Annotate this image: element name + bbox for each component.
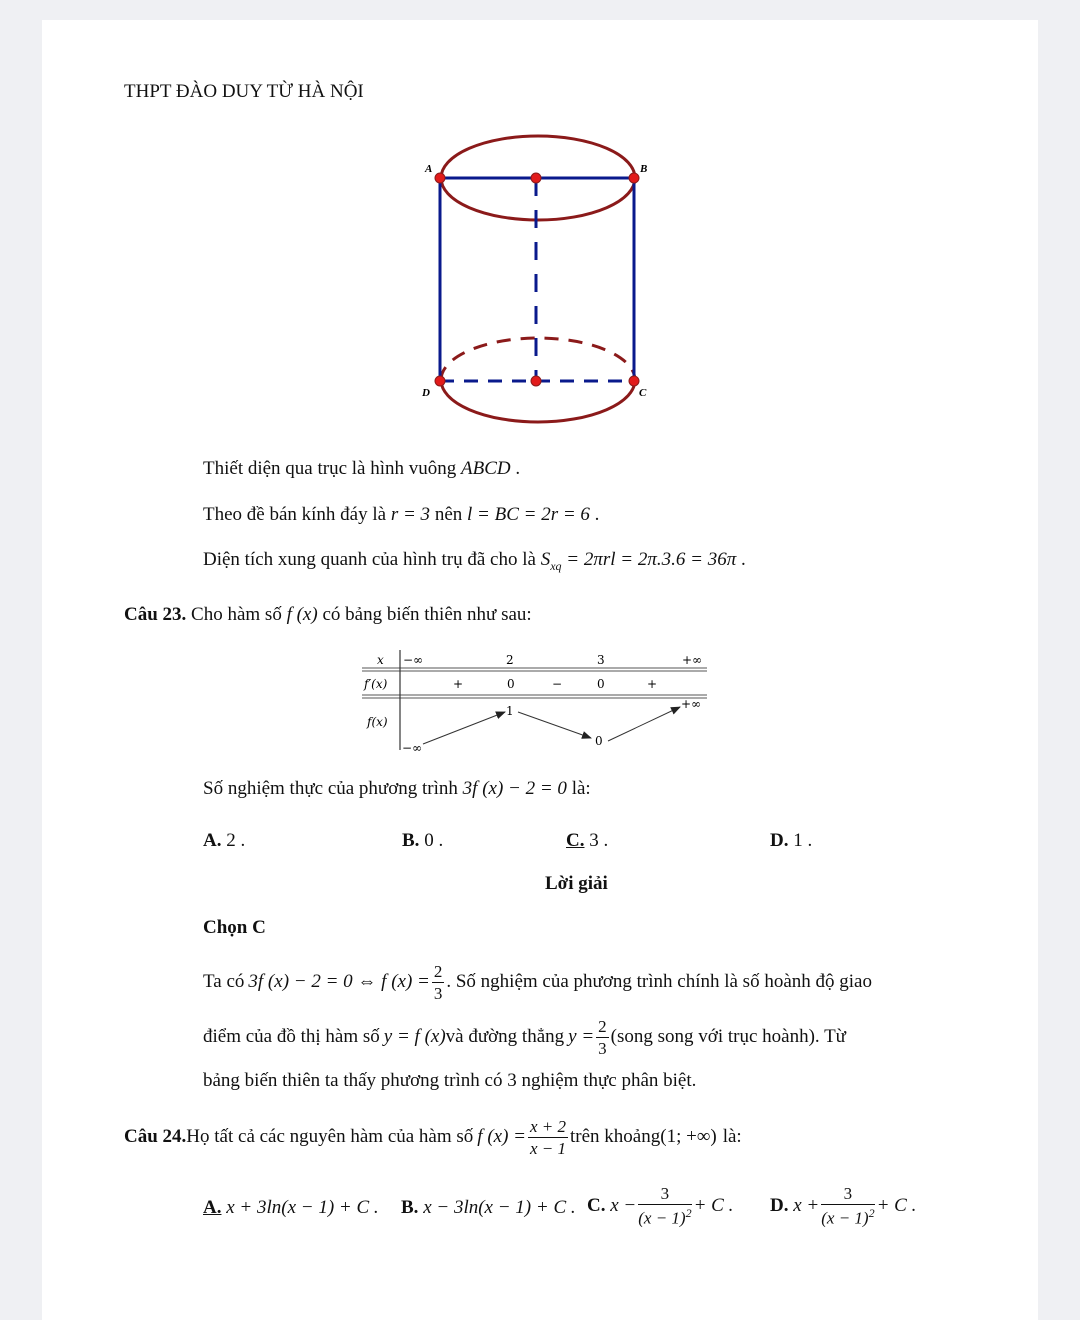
math-l: l = BC = 2r = 6 xyxy=(467,504,590,525)
fraction xyxy=(596,1018,609,1057)
row-label-fprime: f′(x) xyxy=(364,677,388,691)
option-a[interactable] xyxy=(203,829,245,853)
text: Họ tất cả các nguyên hàm của hàm số xyxy=(186,1126,474,1147)
point-d xyxy=(435,376,445,386)
fprime-sign: 0 xyxy=(507,677,515,691)
text: . Số nghiệm của phương trình chính là số hoành độ giao xyxy=(446,971,872,992)
math-area: = 2πrl = 2π.3.6 = 36π xyxy=(561,549,737,570)
solution22-line3 xyxy=(203,548,746,578)
f-value: −∞ xyxy=(402,741,423,755)
math-r: r = 3 xyxy=(390,504,431,525)
point-top-center xyxy=(531,173,541,183)
option-b[interactable] xyxy=(402,829,443,853)
math-fx: f (x) = xyxy=(477,1126,526,1147)
text: và đường thẳng xyxy=(445,1026,565,1047)
arrow-increasing xyxy=(423,712,505,744)
fraction-numerator: 3 xyxy=(638,1185,691,1205)
solution-heading: Lời giải xyxy=(545,873,608,894)
math-interval: (1; +∞) xyxy=(660,1126,717,1147)
solution-choice: Chọn C xyxy=(203,917,266,938)
fraction-numerator: x + 2 xyxy=(529,1116,567,1136)
question-label: Câu 24. xyxy=(124,1126,187,1147)
option-letter: D. xyxy=(770,830,789,851)
cylinder-figure xyxy=(410,130,670,430)
solution22-line2 xyxy=(203,503,599,527)
math-y: y = xyxy=(568,1026,595,1047)
option-value: 0 . xyxy=(424,830,444,851)
solution22-line1 xyxy=(203,457,520,481)
arrow-decreasing xyxy=(518,712,591,738)
f-value: +∞ xyxy=(681,697,702,711)
math-equation: 3f (x) − 2 = 0 xyxy=(462,778,567,799)
fraction-numerator: 2 xyxy=(433,961,443,981)
option-letter-correct: A. xyxy=(203,1197,222,1218)
option-c[interactable] xyxy=(566,829,608,853)
point-b xyxy=(629,173,639,183)
label-c: C xyxy=(639,387,647,399)
text: Cho hàm số xyxy=(186,604,287,625)
option-letter: B. xyxy=(401,1197,419,1218)
fraction xyxy=(638,1185,691,1227)
fraction-numerator: 3 xyxy=(821,1185,874,1205)
text: Diện tích xung quanh của hình trụ đã cho là xyxy=(203,549,541,570)
question-label: Câu 23. xyxy=(124,604,187,625)
math-equation: 3f (x) − 2 = 0 ⇔ f (x) = xyxy=(248,971,430,992)
math-sub-xq: xq xyxy=(550,558,562,573)
text: Theo đề bán kính đáy là xyxy=(203,504,391,525)
option-d[interactable] xyxy=(770,1180,916,1232)
text: trên khoảng xyxy=(570,1126,661,1147)
text: nên xyxy=(430,504,467,525)
option-letter: A. xyxy=(203,830,222,851)
question24-stem xyxy=(124,1113,742,1161)
solution23-line3: bảng biến thiên ta thấy phương trình có 3 nghiệm thực phân biệt. xyxy=(203,1070,697,1091)
option-letter: B. xyxy=(402,830,420,851)
fraction xyxy=(821,1185,874,1227)
f-value: 0 xyxy=(595,734,603,748)
text: là: xyxy=(722,1126,742,1147)
denominator-base: (x − 1) xyxy=(821,1208,869,1228)
text: Ta có xyxy=(203,971,245,992)
variation-table xyxy=(355,645,725,755)
text: (song song với trục hoành). Từ xyxy=(610,1026,846,1047)
fraction-denominator: 3 xyxy=(598,1038,607,1058)
f-value: 1 xyxy=(506,704,514,718)
x-value: +∞ xyxy=(682,653,703,667)
text: Số nghiệm thực của phương trình xyxy=(203,778,463,799)
fprime-sign: 0 xyxy=(597,677,605,691)
option-letter-correct: C. xyxy=(566,830,585,851)
fprime-sign: + xyxy=(453,677,464,691)
question23-stem xyxy=(124,603,532,627)
fraction-denominator xyxy=(821,1205,874,1227)
option-prefix: x − xyxy=(610,1195,637,1216)
school-header: THPT ĐÀO DUY TỪ HÀ NỘI xyxy=(124,81,364,102)
label-b: B xyxy=(640,163,648,175)
option-value: x − 3ln(x − 1) + C . xyxy=(423,1197,576,1218)
text: có bảng biến thiên như sau: xyxy=(317,604,532,625)
option-letter: D. xyxy=(770,1195,789,1216)
option-value: 1 . xyxy=(793,830,813,851)
label-a: A xyxy=(425,163,433,175)
bottom-ellipse-front xyxy=(441,380,635,422)
option-c[interactable] xyxy=(587,1180,733,1232)
x-value: −∞ xyxy=(403,653,424,667)
bottom-ellipse-back xyxy=(441,338,635,380)
text: . xyxy=(736,549,746,570)
option-b[interactable] xyxy=(401,1196,576,1220)
row-label-f: f(x) xyxy=(367,715,388,729)
fraction-denominator xyxy=(638,1205,691,1227)
text: Thiết diện qua trục là hình vuông xyxy=(203,458,462,479)
point-c xyxy=(629,376,639,386)
point-a xyxy=(435,173,445,183)
option-prefix: x + xyxy=(793,1195,820,1216)
solution23-line1 xyxy=(203,958,872,1006)
math-abcd: ABCD xyxy=(461,458,511,479)
x-value: 2 xyxy=(506,653,514,667)
math-fx: f (x) xyxy=(286,604,318,625)
exponent: 2 xyxy=(685,1206,692,1221)
text: là: xyxy=(566,778,591,799)
fraction xyxy=(432,963,445,1002)
fraction xyxy=(528,1118,568,1157)
option-suffix: + C . xyxy=(693,1195,734,1216)
option-suffix: + C . xyxy=(876,1195,917,1216)
fprime-sign: + xyxy=(647,677,658,691)
math-y-fx: y = f (x) xyxy=(383,1026,446,1047)
fraction-numerator: 2 xyxy=(598,1016,607,1036)
fprime-sign: − xyxy=(552,677,563,691)
exponent: 2 xyxy=(868,1206,875,1221)
fraction-denominator: x − 1 xyxy=(529,1138,567,1158)
option-value: 2 . xyxy=(226,830,246,851)
point-bottom-center xyxy=(531,376,541,386)
option-d[interactable] xyxy=(770,829,812,853)
math-s: S xyxy=(540,549,551,570)
solution23-line2 xyxy=(203,1013,846,1061)
arrow-increasing xyxy=(608,707,680,741)
option-letter: C. xyxy=(587,1195,606,1216)
denominator-base: (x − 1) xyxy=(638,1208,686,1228)
option-value: 3 . xyxy=(589,830,609,851)
text: . xyxy=(589,504,600,525)
option-value: x + 3ln(x − 1) + C . xyxy=(226,1197,379,1218)
x-value: 3 xyxy=(597,653,605,667)
row-label-x: x xyxy=(377,653,384,667)
label-d: D xyxy=(422,387,430,399)
option-a[interactable] xyxy=(203,1196,379,1220)
fraction-denominator: 3 xyxy=(433,983,443,1003)
text: điểm của đồ thị hàm số xyxy=(203,1026,380,1047)
text: . xyxy=(510,458,521,479)
question23-prompt xyxy=(203,777,591,801)
